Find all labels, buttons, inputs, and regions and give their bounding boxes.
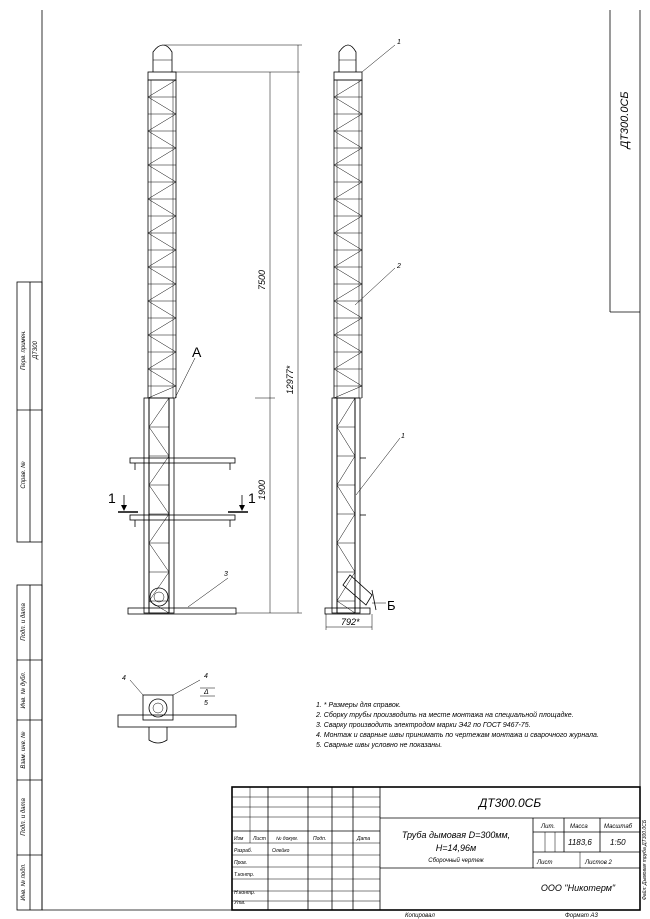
tower-side-view xyxy=(325,45,376,614)
note-2: 2. Сборку трубы производить на месте монтажа на специальной площадке. xyxy=(316,712,574,719)
pos-2: 2 xyxy=(397,263,401,270)
tower-front-view xyxy=(128,45,236,614)
mass-header: Масса xyxy=(570,824,588,830)
truss-member xyxy=(149,398,169,427)
truss-member xyxy=(337,543,355,572)
weld-a: Δ xyxy=(204,689,209,696)
truss-member xyxy=(337,485,355,514)
scale-value: 1:50 xyxy=(610,838,626,847)
truss-member xyxy=(334,80,362,97)
section-label-left: 1 xyxy=(108,490,116,506)
pos-1-lower: 1 xyxy=(401,433,405,440)
truss-member xyxy=(149,427,169,456)
dim-total: 12977* xyxy=(285,365,295,395)
truss-member xyxy=(334,233,362,250)
section-label-right: 1 xyxy=(248,490,256,506)
col-izm: Изм xyxy=(234,836,244,842)
section-markers xyxy=(118,495,248,512)
truss-member xyxy=(334,369,362,386)
truss-member xyxy=(148,114,176,131)
note-4: 4. Монтаж и сварные швы принимать по чертежам монтажа и сварочного журнала. xyxy=(316,732,599,739)
truss-member xyxy=(148,182,176,199)
sheet-label: Лист xyxy=(537,860,553,866)
truss-member xyxy=(334,335,362,352)
copied-label: Копировал xyxy=(405,913,435,919)
pos-1: 1 xyxy=(397,39,401,46)
truss-member xyxy=(334,284,362,301)
role-tkontr: Т.контр. xyxy=(234,872,255,878)
title-code: ДТ300.0СБ xyxy=(478,796,542,810)
section-plan xyxy=(118,680,236,743)
truss-member xyxy=(334,114,362,131)
role-razrab-name: Олейко xyxy=(272,848,290,854)
dim-7500: 7500 xyxy=(257,269,267,291)
title-subtitle: Сборочный чертеж xyxy=(428,858,484,864)
truss-member xyxy=(148,284,176,301)
col-doc: № докум. xyxy=(276,836,299,842)
col-list: Лист xyxy=(253,836,266,842)
truss-member xyxy=(148,148,176,165)
lit-header: Лит. xyxy=(541,824,556,830)
truss-member xyxy=(149,572,169,601)
note-1: 1. * Размеры для справок. xyxy=(316,702,401,709)
title-name-1: Труба дымовая D=300мм, xyxy=(401,830,511,840)
mass-value: 1183,6 xyxy=(568,838,592,847)
title-name-2: H=14,96м xyxy=(435,843,477,853)
callout-a: А xyxy=(192,344,202,360)
truss-member xyxy=(148,216,176,233)
truss-member xyxy=(148,131,176,148)
note-3: 3. Сварку производить электродом марки Э42 по ГОСТ 9467-75. xyxy=(316,722,531,729)
note-5: 5. Сварные швы условно не показаны. xyxy=(316,742,443,749)
truss-member xyxy=(334,97,362,114)
truss-member xyxy=(148,165,176,182)
truss-member xyxy=(334,131,362,148)
vertical-drawing-code: ДТ300.0СБ xyxy=(619,91,631,149)
truss-member xyxy=(148,369,176,386)
truss-member xyxy=(148,352,176,369)
stamp-perv-primen: Перв. примен. xyxy=(21,330,27,370)
truss-member xyxy=(334,318,362,335)
stamp-vzam: Взам. инв. № xyxy=(21,731,27,769)
stamp-sprav: Справ. № xyxy=(21,461,27,489)
truss-member xyxy=(148,386,176,398)
truss-member xyxy=(334,148,362,165)
stamp-perv-value: ДТ300 xyxy=(33,341,39,359)
side-file-text: Файл: Дымовая труба ДТ300.0СБ xyxy=(642,819,648,901)
sheet-frame xyxy=(42,10,640,910)
pos-4b: 4 xyxy=(204,673,208,680)
truss-member xyxy=(334,386,362,398)
truss-member xyxy=(337,398,355,427)
truss-member xyxy=(334,216,362,233)
truss-member xyxy=(148,250,176,267)
col-data: Дата xyxy=(357,836,371,842)
stamp-podp-1: Подп. и дата xyxy=(21,603,27,641)
truss-member xyxy=(148,335,176,352)
truss-member xyxy=(148,318,176,335)
truss-member xyxy=(149,456,169,485)
truss-member xyxy=(148,97,176,114)
truss-member xyxy=(148,301,176,318)
truss-member xyxy=(148,267,176,284)
stamp-inv-podl: Инв. № подл. xyxy=(21,863,27,901)
truss-member xyxy=(148,233,176,250)
truss-member xyxy=(334,352,362,369)
pos-4: 4 xyxy=(122,675,126,682)
role-prov: Пров. xyxy=(234,860,248,866)
pos-3: 3 xyxy=(224,571,228,578)
truss-member xyxy=(334,250,362,267)
truss-member xyxy=(334,199,362,216)
company-name: ООО "Никотерм" xyxy=(540,883,616,893)
truss-member xyxy=(334,267,362,284)
truss-member xyxy=(337,456,355,485)
truss-member xyxy=(149,485,169,514)
truss-member xyxy=(148,80,176,97)
role-nkontr: Н.контр. xyxy=(234,890,256,896)
truss-member xyxy=(337,601,355,613)
role-razrab: Разраб. xyxy=(234,848,253,854)
col-podp: Подп. xyxy=(313,836,327,842)
dimensions-front xyxy=(164,45,302,613)
truss-member xyxy=(337,572,355,601)
truss-member xyxy=(149,514,169,543)
format-label: Формат А3 xyxy=(565,913,598,919)
dim-1900: 1900 xyxy=(257,479,267,501)
role-utv: Утв. xyxy=(234,900,246,906)
truss-member xyxy=(337,514,355,543)
weld-b: 5 xyxy=(204,700,208,707)
truss-member xyxy=(149,543,169,572)
sheets-label: Листов 2 xyxy=(585,860,612,866)
truss-member xyxy=(334,182,362,199)
dim-792: 792* xyxy=(341,617,360,627)
stamp-podp-2: Подп. и дата xyxy=(21,798,27,836)
truss-member xyxy=(337,427,355,456)
stamp-inv-dubl: Инв. № дубл. xyxy=(21,671,27,709)
truss-member xyxy=(334,165,362,182)
truss-member xyxy=(334,301,362,318)
scale-header: Масштаб xyxy=(604,824,633,830)
callout-b: Б xyxy=(387,598,396,613)
truss-member xyxy=(148,199,176,216)
